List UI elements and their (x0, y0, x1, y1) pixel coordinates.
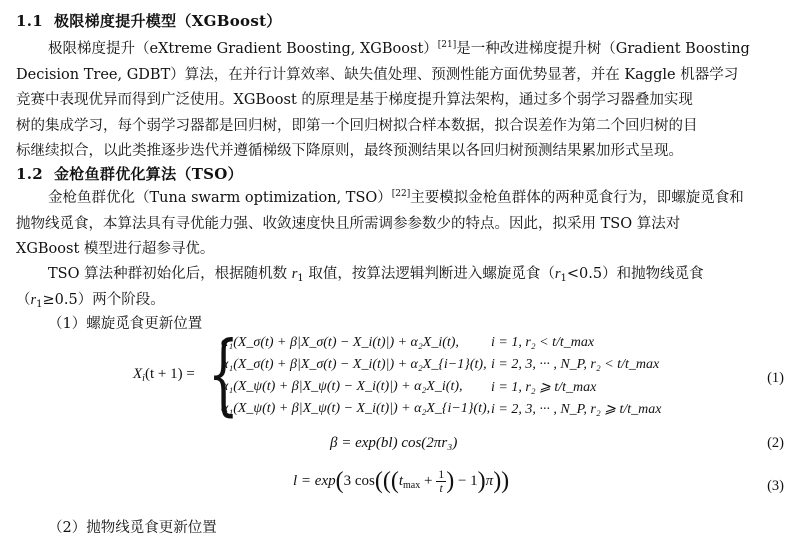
text-line: Decision Tree, GDBT）算法，在并行计算效率、缺失值处理、预测性能方面优势显著，并在 Kaggle 机器学习 (16, 66, 739, 83)
numerator: 1 (438, 467, 445, 482)
case-expr: α₁(X_ψ(t) + β|X_ψ(t) − X_i(t)|) + α₂X_{i−1}(t), (221, 401, 491, 416)
citation: [21] (437, 40, 457, 50)
text-line: XGBoost 模型进行超参寻优。 (16, 241, 215, 257)
item-label-parabolic: （2）抛物线觅食更新位置 (48, 520, 217, 536)
equation-number: (3) (767, 478, 784, 494)
case-condition: i = 1, r₂ ⩾ t/t_max (491, 380, 597, 395)
subscript: max (403, 480, 421, 491)
variable-r: r (30, 291, 37, 308)
section-1-2-paragraph-2 (16, 262, 786, 313)
equation-lhs (133, 366, 195, 384)
eq3-left: l = exp (293, 473, 336, 489)
text-span: 极限梯度提升（eXtreme Gradient Boosting, XGBoost） (48, 41, 438, 57)
variable-r: r (291, 266, 298, 282)
equation-case (221, 357, 660, 373)
citation: [22] (391, 189, 411, 199)
text-span: 是一种改进梯度提升树（Gradient Boosting (456, 41, 750, 57)
section-title: 金枪鱼群优化算法（TSO） (54, 165, 243, 183)
pi: π (485, 473, 494, 489)
text-span: <0.5）和抛物线觅食 (566, 266, 704, 282)
variable-r: r (554, 266, 561, 282)
text-line (16, 37, 786, 63)
equation-case (221, 335, 595, 351)
section-number: 1.2 (16, 165, 43, 183)
fraction (436, 468, 446, 495)
equation-case (221, 401, 662, 417)
text-line: 标继续拟合，以此类推逐步迭代并遵循梯级下降原则，最终预测结果以各回归树预测结果累加形式呈现。 (16, 143, 683, 159)
equation-3: l = exp(3 $\cos(((t_{max}$ + $\frac{1}{t}$ ) − 1)π)) (293, 467, 510, 496)
text-span: TSO 算法种群初始化后，根据随机数 (48, 266, 292, 282)
text-span: ≥0.5）两个阶段。 (42, 291, 165, 308)
case-condition: i = 1, r₂ < t/t_max (491, 335, 595, 350)
case-condition: i = 2, 3, ··· , N_P, r₂ ⩾ t/t_max (491, 402, 662, 417)
text-line: 竞赛中表现优异而得到广泛使用。XGBoost 的原理是基于梯度提升算法架构，通过多个弱学习器叠加实现 (16, 92, 693, 108)
case-condition: i = 2, 3, ··· , N_P, r₂ < t/t_max (491, 357, 660, 372)
eq3-inner: 3 cos (343, 473, 375, 489)
subscript: i (142, 373, 145, 384)
var-t: t (398, 473, 404, 489)
case-expr: α₁(X_σ(t) + β|X_σ(t) − X_i(t)|) + α₂X_{i−1}(t), (221, 357, 487, 372)
text-line: 树的集成学习，每个弱学习器都是回归树，即第一个回归树拟合样本数据，拟合误差作为第二个回归树的目 (16, 117, 698, 134)
equation-1 (133, 322, 793, 425)
item-label-spiral: （1）螺旋觅食更新位置 (48, 316, 203, 332)
subscript: 1 (36, 298, 43, 310)
text-line: 抛物线觅食，本算法具有寻优能力强、收敛速度快且所需调参参数少的特点。因此，拟采用 TSO 算法对 (16, 215, 681, 232)
text-line (16, 288, 786, 314)
text-span: 金枪鱼群优化（Tuna swarm optimization, TSO） (48, 190, 392, 206)
denominator: t (439, 481, 443, 496)
equation-2: β = exp(bl) cos(2πr₃) (330, 435, 458, 451)
equation-case (221, 379, 597, 395)
lhs-rest: (t + 1) = (144, 366, 195, 382)
section-heading-1-1 (16, 10, 282, 31)
eq3-minus-one: − 1 (457, 473, 478, 489)
subscript: 1 (297, 273, 304, 284)
text-line (16, 186, 786, 212)
case-expr: α₁(X_ψ(t) + β|X_ψ(t) − X_i(t)|) + α₂X_i(t), (221, 379, 463, 394)
case-expr: α₁(X_σ(t) + β|X_σ(t) − X_i(t)|) + α₂X_i(t), (221, 335, 459, 350)
section-heading-1-2 (16, 163, 243, 184)
section-1-2-paragraph-1 (16, 186, 786, 263)
text-line (16, 262, 786, 288)
section-1-1-paragraph (16, 37, 786, 165)
var-X: X (133, 366, 143, 382)
section-title: 极限梯度提升模型（XGBoost） (54, 12, 282, 30)
section-number: 1.1 (16, 12, 43, 30)
left-brace: { (208, 322, 239, 425)
equation-number: (2) (767, 435, 784, 451)
subscript: 1 (560, 273, 567, 284)
text-span: 主要模拟金枪鱼群体的两种觅食行为，即螺旋觅食和 (410, 190, 744, 206)
text-span: 取值，按算法逻辑判断进入螺旋觅食（ (303, 266, 555, 282)
equation-number: (1) (767, 370, 784, 386)
text-span: （ (16, 291, 31, 308)
